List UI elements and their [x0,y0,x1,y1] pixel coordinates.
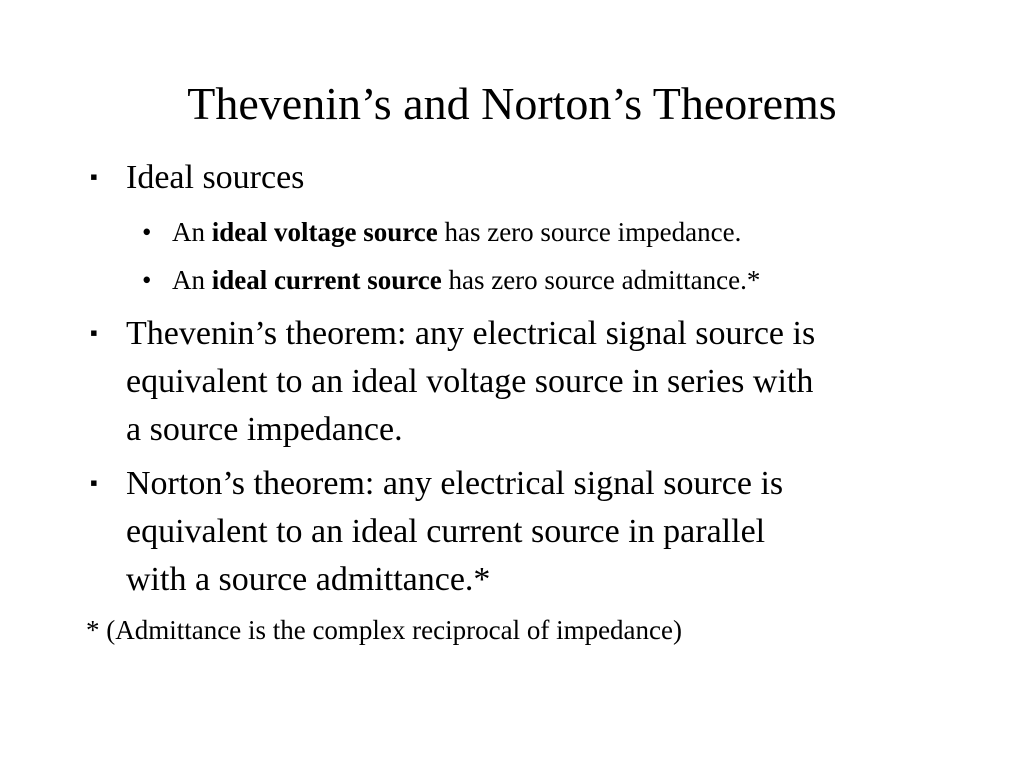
footnote: * (Admittance is the complex reciprocal of impedance) [86,615,683,645]
slide-title: Thevenin’s and Norton’s Theorems [187,78,837,129]
bullet-norton-theorem [86,460,966,604]
dot-bullet-icon: • [142,217,152,247]
dot-bullet-icon: • [142,265,152,295]
square-bullet-icon: ▪ [90,470,98,495]
bullet-ideal-sources [86,154,966,202]
bullet-line: Thevenin’s theorem: any electrical signal source is [126,315,816,352]
sub-bullet-bold-term: ideal current source [211,265,442,295]
bullet-line: equivalent to an ideal voltage source in series with [126,363,814,400]
bullet-line: Norton’s theorem: any electrical signal source is [126,465,784,502]
bullet-text: Ideal sources [126,159,305,196]
sub-bullet-suffix: has zero source impedance. [437,217,742,247]
square-bullet-icon: ▪ [90,320,98,345]
sub-bullet-bold-term: ideal voltage source [211,217,438,247]
bullet-line: with a source admittance.* [126,561,491,598]
sub-bullet-voltage-source [86,208,966,256]
sub-bullet-suffix: has zero source admittance.* [441,265,761,295]
sub-bullet-list [86,208,966,304]
square-bullet-icon: ▪ [90,164,98,189]
bullet-line: equivalent to an ideal current source in parallel [126,513,766,550]
bullet-line: a source impedance. [126,411,403,448]
sub-bullet-prefix: An [172,265,212,295]
sub-bullet-prefix: An [172,217,212,247]
bullet-thevenin-theorem [86,310,966,454]
sub-bullet-current-source [86,256,966,304]
slide-content [86,154,966,650]
